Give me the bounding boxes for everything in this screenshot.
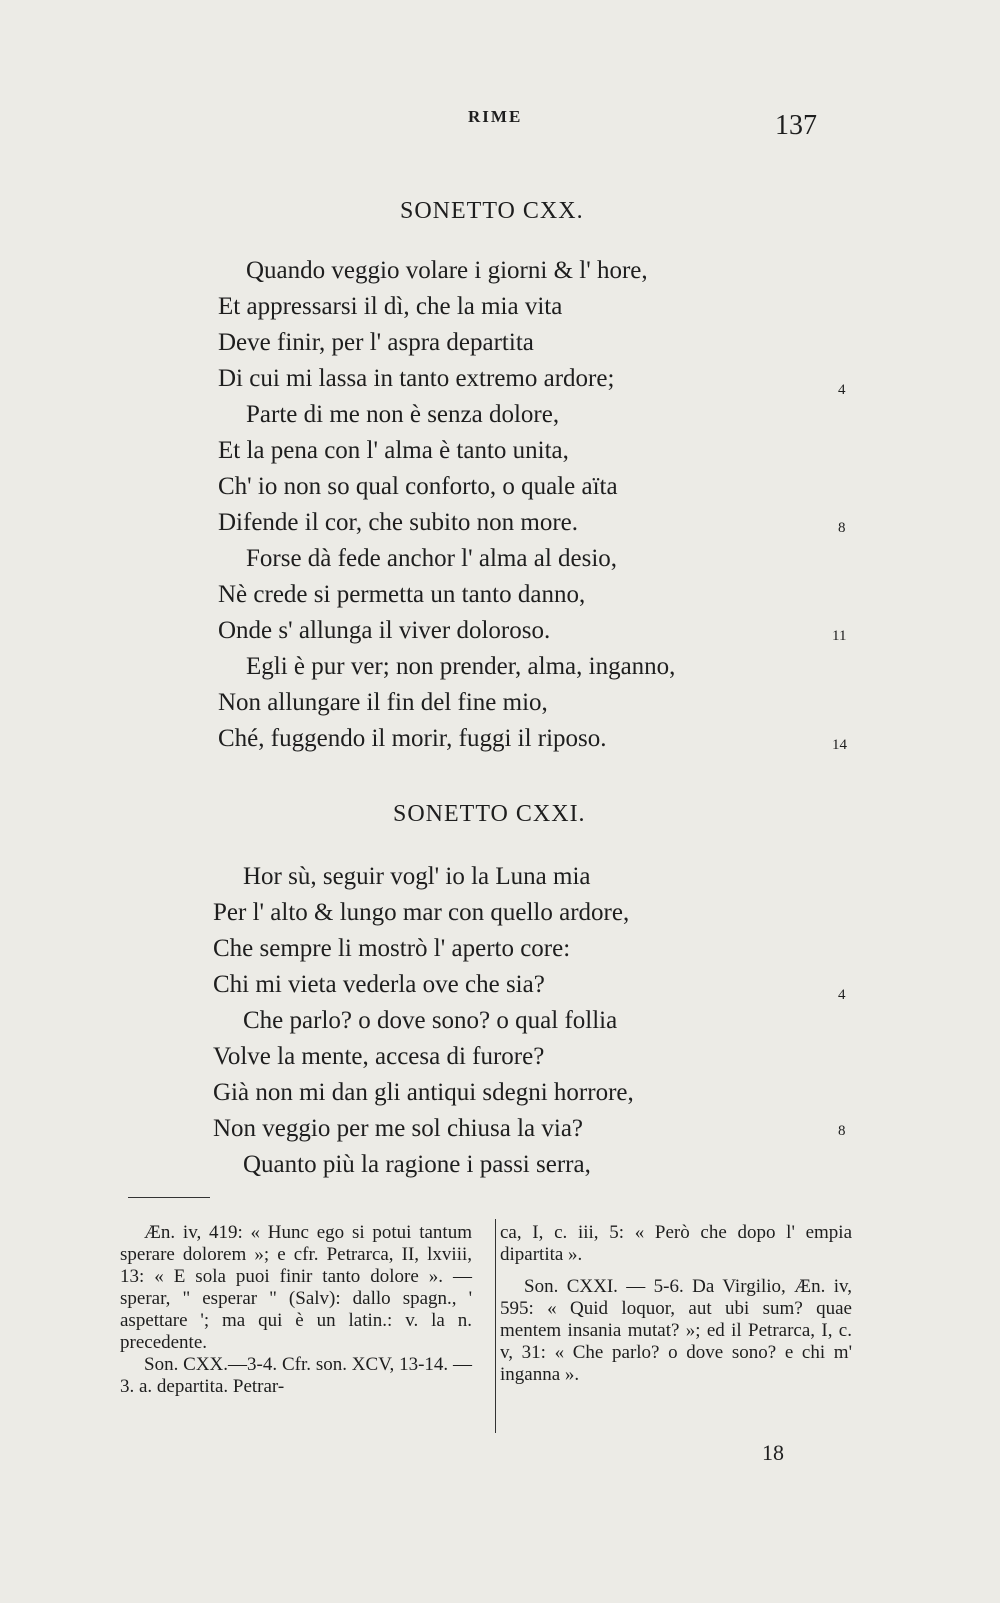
verse-line: Già non mi dan gli antiqui sdegni horrore,	[213, 1079, 634, 1106]
notes-right-column	[500, 1222, 852, 1386]
verse-line: Non allungare il fin del fine mio,	[218, 689, 548, 716]
running-head: RIME	[468, 107, 523, 126]
line-number: 14	[832, 737, 847, 753]
verse-line: Volve la mente, accesa di furore?	[213, 1043, 545, 1070]
note-paragraph: Son. CXXI. — 5-6. Da Virgilio, Æn. iv, 595: « Quid loquor, aut ubi sum? quae mentem insania mutat? »; ed il Petrarca, I, c. v, 31: « Che parlo? o dove sono? e chi m' inganna ».	[500, 1276, 852, 1385]
verse-line: Ch' io non so qual conforto, o quale aïta	[218, 473, 618, 500]
verse-line: Nè crede si permetta un tanto danno,	[218, 581, 586, 608]
verse-line: Et appressarsi il dì, che la mia vita	[218, 293, 563, 320]
sonnet-cxx-title: SONETTO CXX.	[400, 198, 584, 224]
verse-line: Ché, fuggendo il morir, fuggi il riposo.	[218, 725, 607, 752]
sonnet-cxxi-title: SONETTO CXXI.	[393, 801, 586, 827]
notes-left-column	[120, 1222, 472, 1398]
verse-line: Onde s' allunga il viver doloroso.	[218, 617, 551, 644]
note-paragraph: ca, I, c. iii, 5: « Però che dopo l' empia dipartita ».	[500, 1222, 852, 1265]
note-paragraph: Son. CXX.—3-4. Cfr. son. XCV, 13-14. — 3. a. departita. Petrar-	[120, 1354, 472, 1397]
line-number: 4	[838, 987, 846, 1003]
page-number: 137	[775, 110, 817, 141]
line-number: 8	[838, 520, 846, 536]
verse-line: Egli è pur ver; non prender, alma, inganno,	[246, 653, 676, 680]
verse-line: Et la pena con l' alma è tanto unita,	[218, 437, 569, 464]
verse-line: Non veggio per me sol chiusa la via?	[213, 1115, 584, 1142]
verse-line: Di cui mi lassa in tanto extremo ardore;	[218, 365, 615, 392]
verse-line: Parte di me non è senza dolore,	[246, 401, 560, 428]
note-paragraph: Æn. iv, 419: « Hunc ego si potui tantum sperare dolorem »; e cfr. Petrarca, II, lxviii, 13: « E sola puoi finir tanto dolore ». — sperar, " esperar " (Salv): dallo spagn., ' aspettare '; ma qui è un latin.: v. la n. precedente.	[120, 1222, 472, 1353]
line-number: 8	[838, 1123, 846, 1139]
line-number: 11	[832, 628, 847, 644]
verse-line: Difende il cor, che subito non more.	[218, 509, 579, 536]
footnote-rule	[128, 1197, 210, 1198]
column-divider	[495, 1219, 496, 1433]
verse-line: Chi mi vieta vederla ove che sia?	[213, 971, 545, 998]
verse-line: Hor sù, seguir vogl' io la Luna mia	[243, 863, 591, 890]
verse-line: Per l' alto & lungo mar con quello ardore,	[213, 899, 630, 926]
verse-line: Deve finir, per l' aspra departita	[218, 329, 534, 356]
verse-line: Che parlo? o dove sono? o qual follia	[243, 1007, 618, 1034]
verse-line: Quanto più la ragione i passi serra,	[243, 1151, 591, 1178]
verse-line: Che sempre li mostrò l' aperto core:	[213, 935, 571, 962]
printer-signature: 18	[762, 1440, 784, 1465]
line-number: 4	[838, 382, 846, 398]
verse-line: Quando veggio volare i giorni & l' hore,	[246, 257, 648, 284]
verse-line: Forse dà fede anchor l' alma al desio,	[246, 545, 618, 572]
